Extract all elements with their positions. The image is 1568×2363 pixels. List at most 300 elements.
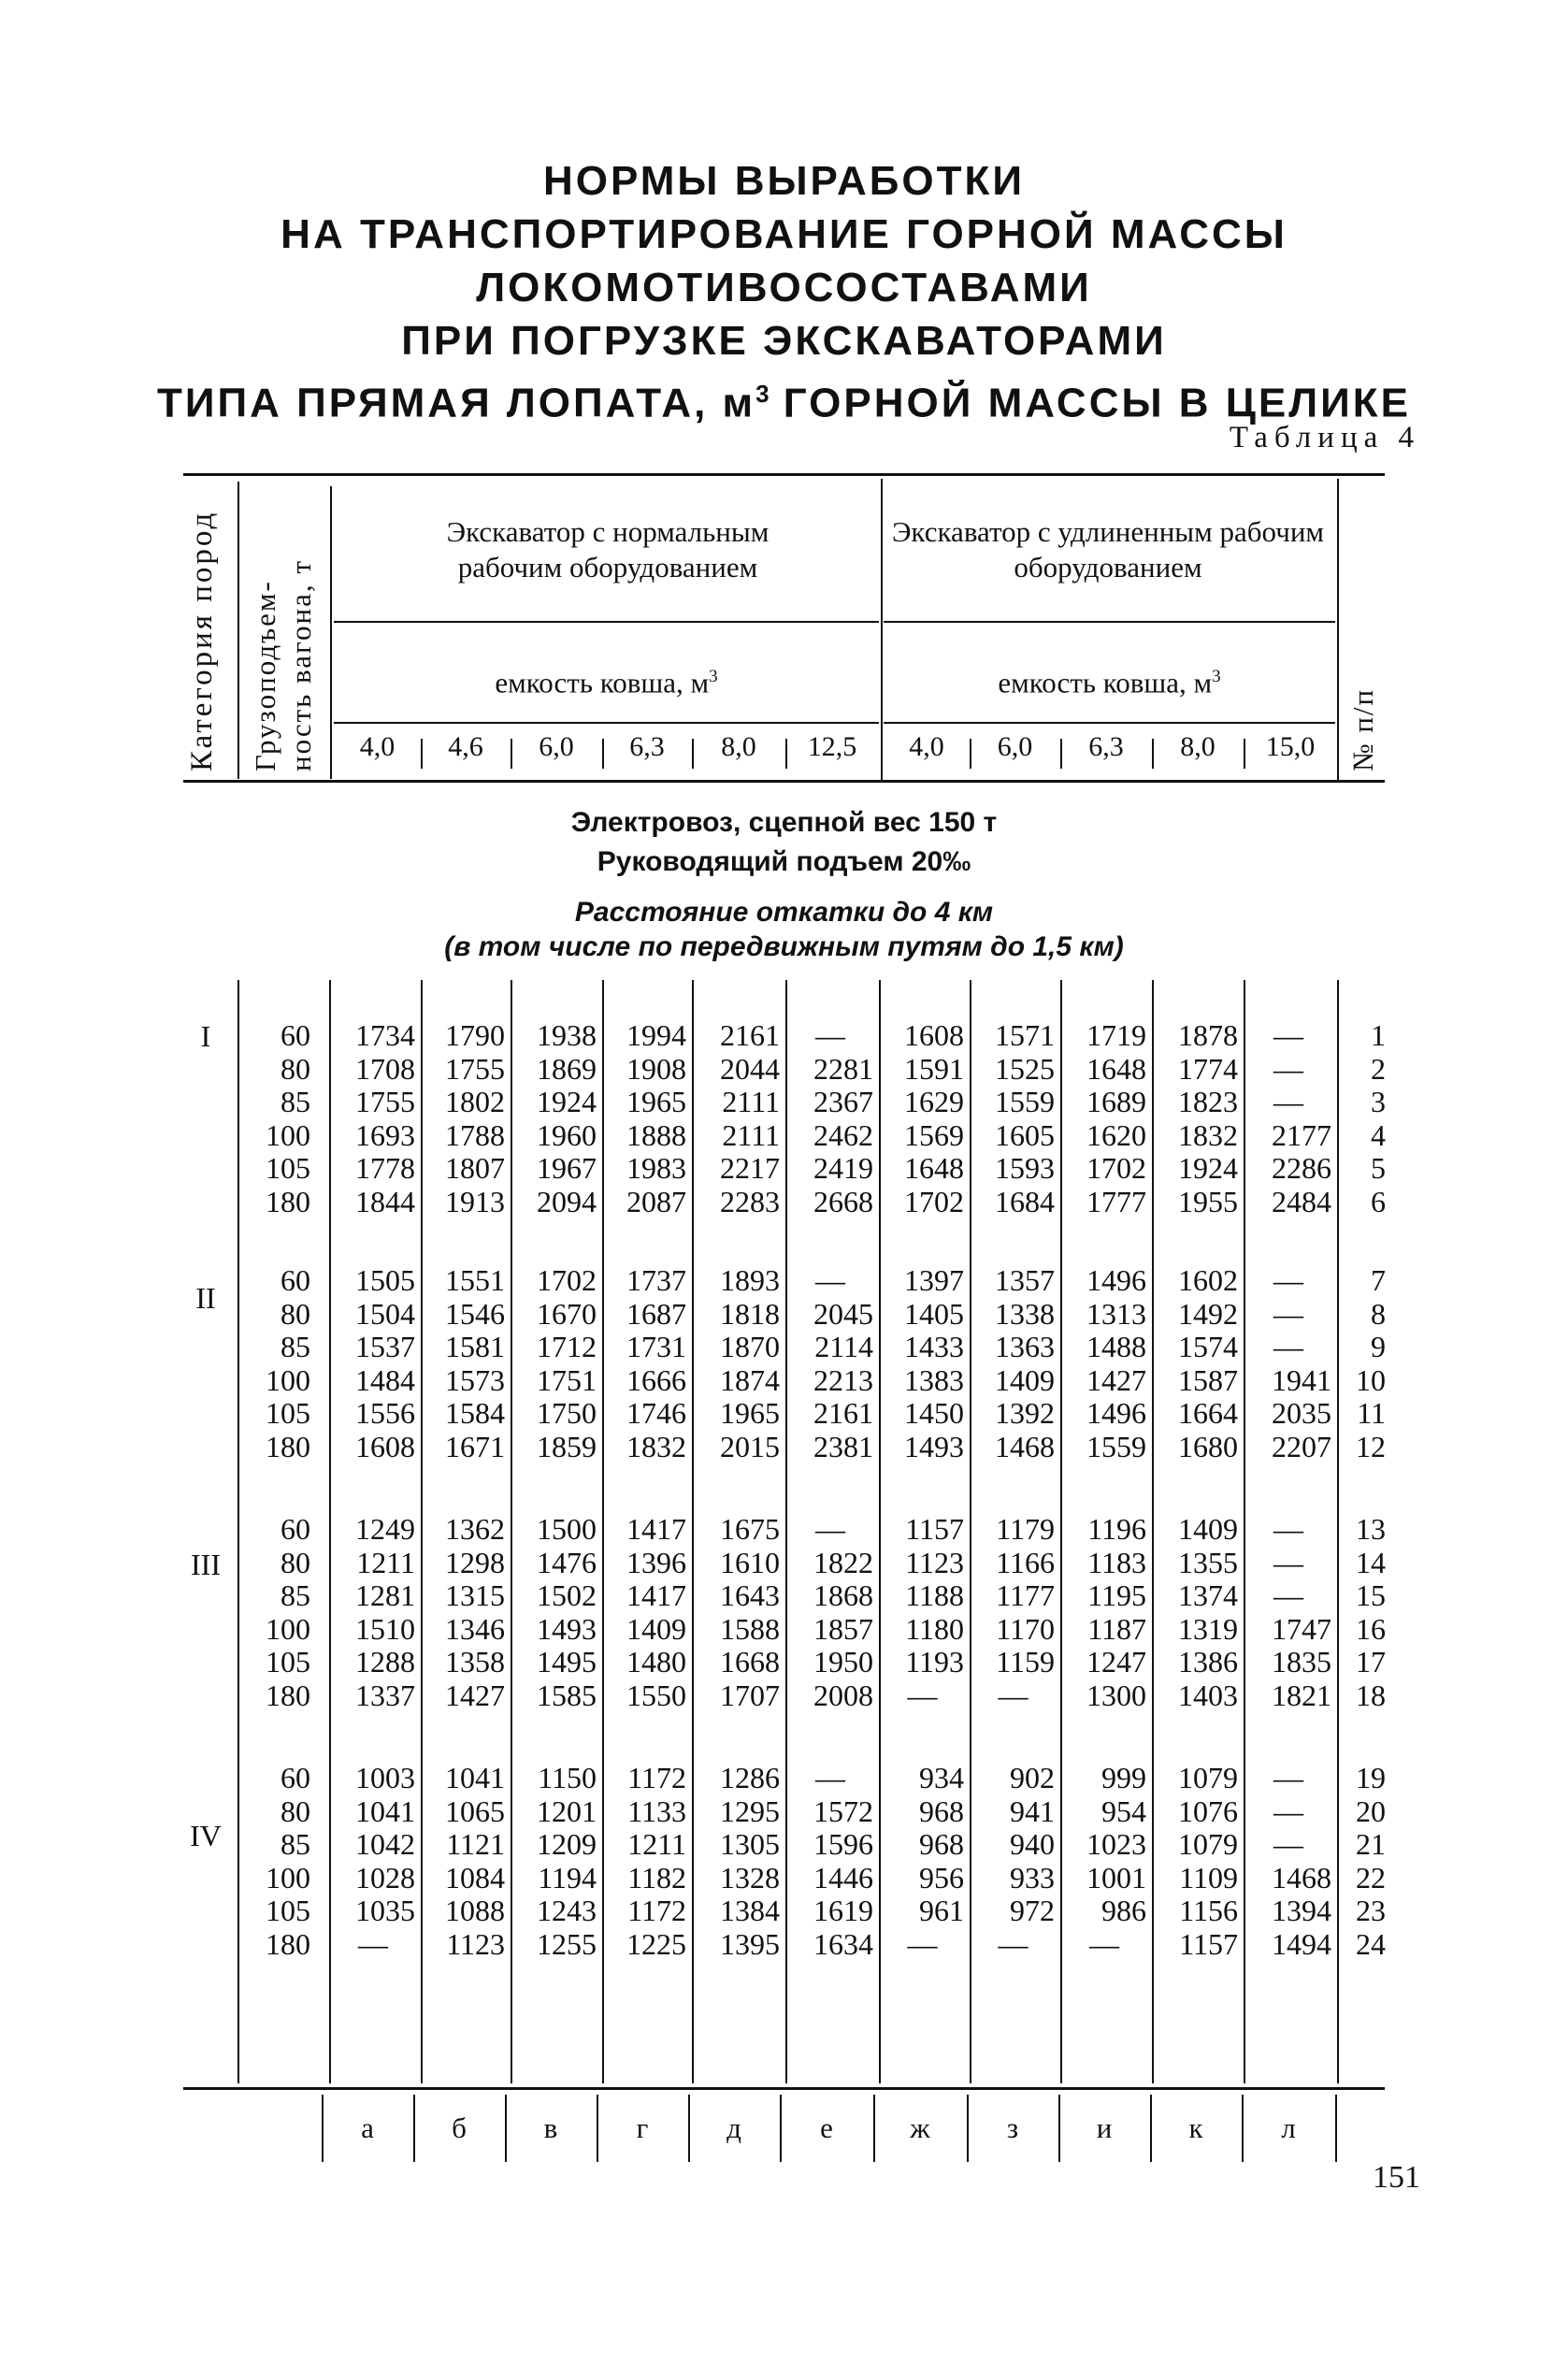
rock-category-label: III — [191, 1548, 221, 1581]
table-cell: 1358 — [445, 1645, 505, 1679]
table-cell: 1870 — [720, 1330, 780, 1363]
table-cell: 2381 — [813, 1429, 873, 1463]
table-cell: 1362 — [445, 1512, 505, 1546]
table-cell: 1156 — [1179, 1894, 1238, 1927]
table-cell: 1569 — [904, 1117, 964, 1152]
table-cell: 1878 — [1178, 1018, 1238, 1052]
table-cell: — — [358, 1926, 388, 1961]
value-column-и — [1062, 1264, 1146, 1463]
table-cell: 1844 — [355, 1184, 415, 1218]
column-letter: е — [820, 2111, 833, 2144]
table-cell: 986 — [1101, 1894, 1146, 1927]
table-cell: 1084 — [445, 1860, 505, 1895]
row-number-cell: 7 — [1371, 1263, 1386, 1297]
table-cell: 1484 — [355, 1362, 415, 1397]
table-cell: 1187 — [1087, 1611, 1146, 1646]
table-cell: 1209 — [537, 1827, 597, 1861]
table-cell: 1386 — [1178, 1645, 1238, 1679]
table-cell: 1468 — [995, 1429, 1055, 1463]
table-cell: 2044 — [720, 1051, 780, 1086]
value-column-г — [604, 1762, 686, 1961]
table-cell: 1488 — [1086, 1330, 1146, 1363]
header-cap-rule-normal — [334, 722, 879, 724]
table-cell: 1924 — [537, 1085, 597, 1118]
table-cell: 1648 — [1086, 1051, 1146, 1086]
header-top-rule — [183, 473, 1385, 476]
wagon-capacity-cell: 100 — [266, 1611, 310, 1646]
value-column-л — [1245, 1513, 1331, 1712]
value-column-а — [331, 1264, 415, 1463]
wagon-capacity-cell: 180 — [266, 1429, 310, 1463]
wagon-capacity-cell: 60 — [281, 1263, 310, 1297]
row-number-cell: 23 — [1356, 1894, 1386, 1927]
table-cell: 1537 — [355, 1330, 415, 1363]
table-cell: 1476 — [537, 1545, 597, 1579]
table-cell: 1355 — [1178, 1545, 1238, 1579]
table-cell: 2087 — [626, 1184, 686, 1218]
value-column-е — [787, 1762, 873, 1961]
table-cell: 1643 — [720, 1578, 780, 1612]
value-column-а — [331, 1762, 415, 1961]
table-cell: — — [1273, 1512, 1303, 1546]
table-cell: 2161 — [813, 1396, 873, 1430]
table-cell: 1493 — [537, 1611, 597, 1646]
row-number-cell: 3 — [1371, 1085, 1386, 1118]
capacity-header-line2: ность вагона, т — [284, 559, 317, 771]
table-cell: 1546 — [445, 1296, 505, 1331]
table-label: Таблица 4 — [1229, 421, 1420, 454]
table-cell: 1629 — [904, 1085, 964, 1118]
wagon-capacity-cell: 80 — [281, 1051, 310, 1086]
table-cell: — — [815, 1512, 845, 1546]
table-cell: 2419 — [813, 1151, 873, 1185]
wagon-capacity-cell: 60 — [281, 1512, 310, 1546]
table-cell: 1041 — [445, 1761, 505, 1794]
table-cell: 1510 — [355, 1611, 415, 1646]
table-cell: 1620 — [1086, 1117, 1146, 1152]
table-bottom-rule — [183, 2087, 1385, 2090]
table-cell: 1693 — [355, 1117, 415, 1152]
table-cell: 1123 — [905, 1545, 964, 1579]
table-cell: 1719 — [1086, 1018, 1146, 1052]
table-cell: — — [1273, 1761, 1303, 1794]
table-cell: 1857 — [813, 1611, 873, 1646]
wagon-capacity-cell: 80 — [281, 1296, 310, 1331]
table-cell: 1243 — [537, 1894, 597, 1927]
bucket-capacity-header-normal: емкость ковша, $м^3$ — [495, 666, 718, 699]
value-column-з — [971, 1019, 1055, 1218]
wagon-capacity-cell: 105 — [266, 1645, 310, 1679]
table-cell: 2213 — [813, 1362, 873, 1397]
table-cell: 1708 — [355, 1051, 415, 1086]
table-cell: 1166 — [996, 1545, 1055, 1579]
table-cell: 1668 — [720, 1645, 780, 1679]
column-letter: з — [1006, 2111, 1019, 2144]
title-line-2: НА ТРАНСПОРТИРОВАНИЕ ГОРНОЙ МАССЫ — [281, 211, 1287, 257]
table-cell: 1777 — [1086, 1184, 1146, 1218]
row-number-cell: 10 — [1356, 1362, 1386, 1397]
table-cell: 1468 — [1272, 1860, 1331, 1895]
row-number-cell: 12 — [1356, 1429, 1386, 1463]
wagon-capacity-cell: 105 — [266, 1396, 310, 1430]
wagon-capacity-column — [241, 1513, 310, 1712]
wagon-capacity-cell: 100 — [266, 1860, 310, 1895]
value-column-и — [1062, 1513, 1146, 1712]
table-cell: 1409 — [995, 1362, 1055, 1397]
value-column-з — [971, 1264, 1055, 1463]
table-cell: — — [1273, 1085, 1303, 1118]
table-cell: 1585 — [537, 1678, 597, 1712]
row-number-cell: 2 — [1371, 1051, 1386, 1086]
table-cell: 2035 — [1272, 1396, 1331, 1430]
table-cell: 1702 — [537, 1263, 597, 1297]
table-cell: 1180 — [905, 1611, 964, 1646]
table-cell: 1179 — [996, 1512, 1055, 1546]
table-cell: 1305 — [720, 1827, 780, 1861]
table-cell: 1591 — [904, 1051, 964, 1086]
table-cell: 1446 — [813, 1860, 873, 1895]
table-cell: 1687 — [626, 1296, 686, 1331]
table-cell: 1689 — [1086, 1085, 1146, 1118]
subtitle-grade: Руководящий подъем 20‰ — [597, 846, 971, 877]
table-cell: 1405 — [904, 1296, 964, 1331]
table-cell: 1584 — [445, 1396, 505, 1430]
bucket-capacity-extended: 4,0 — [909, 731, 944, 762]
wagon-capacity-cell: 85 — [281, 1827, 310, 1861]
table-cell: 2161 — [720, 1018, 780, 1052]
table-cell: 1941 — [1272, 1362, 1331, 1397]
table-cell: 968 — [919, 1827, 964, 1861]
table-cell: 2283 — [720, 1184, 780, 1218]
table-cell: 1965 — [720, 1396, 780, 1430]
table-cell: 1157 — [905, 1512, 964, 1546]
value-column-и — [1062, 1762, 1146, 1961]
table-cell: 1525 — [995, 1051, 1055, 1086]
value-column-б — [423, 1019, 505, 1218]
table-cell: 2367 — [813, 1085, 873, 1118]
table-cell: 1480 — [626, 1645, 686, 1679]
value-column-л — [1245, 1762, 1331, 1961]
table-cell: 1737 — [626, 1263, 686, 1297]
capacity-divider — [602, 739, 604, 769]
table-cell: 1417 — [626, 1578, 686, 1612]
title-line-4: ПРИ ПОГРУЗКЕ ЭКСКАВАТОРАМИ — [401, 318, 1167, 364]
table-cell: 1571 — [995, 1018, 1055, 1052]
header-cap-rule-extended — [884, 722, 1335, 724]
table-cell: 1802 — [445, 1085, 505, 1118]
value-column-з — [971, 1762, 1055, 1961]
table-cell: 1602 — [1178, 1263, 1238, 1297]
table-cell: 1281 — [355, 1578, 415, 1612]
value-column-ж — [881, 1513, 964, 1712]
value-column-б — [423, 1513, 505, 1712]
header-mid-rule-normal — [334, 621, 879, 623]
table-cell: 1750 — [537, 1396, 597, 1430]
table-cell: 1807 — [445, 1151, 505, 1185]
table-cell: 2111 — [722, 1085, 780, 1118]
table-cell: 1559 — [1086, 1429, 1146, 1463]
capacity-divider — [1244, 739, 1245, 769]
value-column-г — [604, 1264, 686, 1463]
table-cell: 1994 — [626, 1018, 686, 1052]
table-cell: 1397 — [904, 1263, 964, 1297]
table-cell: 1182 — [627, 1860, 686, 1895]
table-cell: 2008 — [813, 1678, 873, 1712]
row-number-column — [1339, 1762, 1386, 1961]
table-cell: 1313 — [1086, 1296, 1146, 1331]
column-letter: в — [543, 2111, 558, 2144]
capacity-divider — [1060, 739, 1062, 769]
table-cell: 1247 — [1086, 1645, 1146, 1679]
column-letter: д — [726, 2111, 741, 2144]
table-cell: 1774 — [1178, 1051, 1238, 1086]
table-cell: 1183 — [1087, 1545, 1146, 1579]
table-cell: 1195 — [1087, 1578, 1146, 1612]
table-cell: 1076 — [1178, 1794, 1238, 1828]
table-cell: 1035 — [355, 1894, 415, 1927]
table-cell: 1960 — [537, 1117, 597, 1152]
table-cell: 1065 — [445, 1794, 505, 1828]
table-cell: 1648 — [904, 1151, 964, 1185]
table-cell: — — [1273, 1051, 1303, 1086]
bucket-capacity-normal: 12,5 — [807, 731, 857, 762]
table-cell: 1337 — [355, 1678, 415, 1712]
bucket-capacity-normal: 6,0 — [539, 731, 574, 762]
table-cell: 1079 — [1178, 1827, 1238, 1861]
row-number-column — [1339, 1264, 1386, 1463]
value-column-и — [1062, 1019, 1146, 1218]
table-cell: 1588 — [720, 1611, 780, 1646]
table-cell: 1502 — [537, 1578, 597, 1612]
row-number-cell: 18 — [1356, 1678, 1386, 1712]
table-cell: 933 — [1010, 1860, 1055, 1895]
table-cell: 1908 — [626, 1051, 686, 1086]
wagon-capacity-column — [241, 1264, 310, 1463]
row-number-cell: 22 — [1356, 1860, 1386, 1895]
table-cell: 1755 — [355, 1085, 415, 1118]
table-cell: 1664 — [1178, 1396, 1238, 1430]
table-cell: 1338 — [995, 1296, 1055, 1331]
row-number-column — [1339, 1019, 1386, 1218]
wagon-capacity-column — [241, 1762, 310, 1961]
table-cell: 1778 — [355, 1151, 415, 1185]
table-cell: 1670 — [537, 1296, 597, 1331]
table-cell: 1172 — [627, 1761, 686, 1794]
table-cell: 940 — [1010, 1827, 1055, 1861]
table-cell: 1157 — [1179, 1926, 1238, 1961]
table-cell: 1286 — [720, 1761, 780, 1794]
table-cell: 1346 — [445, 1611, 505, 1646]
table-cell: 1924 — [1178, 1151, 1238, 1185]
table-cell: — — [907, 1678, 938, 1712]
table-cell: 1680 — [1178, 1429, 1238, 1463]
table-cell: — — [1273, 1018, 1303, 1052]
wagon-capacity-cell: 60 — [281, 1018, 310, 1052]
table-cell: 1731 — [626, 1330, 686, 1363]
table-cell: 1494 — [1272, 1926, 1331, 1961]
table-cell: 2484 — [1272, 1184, 1331, 1218]
table-cell: — — [1089, 1926, 1119, 1961]
wagon-capacity-cell: 85 — [281, 1085, 310, 1118]
row-number-cell: 19 — [1356, 1761, 1386, 1794]
table-cell: 954 — [1101, 1794, 1146, 1828]
table-cell: 1950 — [813, 1645, 873, 1679]
value-column-а — [331, 1513, 415, 1712]
table-cell: 1983 — [626, 1151, 686, 1185]
table-cell: 1790 — [445, 1018, 505, 1052]
row-number-header: № п/п — [1346, 687, 1379, 771]
table-cell: 2462 — [813, 1117, 873, 1152]
table-cell: 1822 — [813, 1545, 873, 1579]
header-divider — [237, 482, 239, 779]
table-cell: 1505 — [355, 1263, 415, 1297]
table-cell: 1755 — [445, 1051, 505, 1086]
bucket-capacity-header-extended: емкость ковша, $м^3$ — [998, 666, 1221, 699]
table-cell: 1556 — [355, 1396, 415, 1430]
table-cell: 1608 — [904, 1018, 964, 1052]
table-cell: 1788 — [445, 1117, 505, 1152]
row-number-cell: 24 — [1356, 1926, 1386, 1961]
table-cell: 2111 — [722, 1117, 780, 1152]
table-cell: 1869 — [537, 1051, 597, 1086]
table-cell: 1188 — [905, 1578, 964, 1612]
table-cell: 1832 — [1178, 1117, 1238, 1152]
value-column-а — [331, 1019, 415, 1218]
capacity-divider — [1152, 739, 1154, 769]
column-letter: а — [361, 2111, 374, 2144]
value-column-д — [694, 1019, 780, 1218]
table-cell: 1170 — [996, 1611, 1055, 1646]
table-cell: 1328 — [720, 1860, 780, 1895]
table-cell: — — [815, 1263, 845, 1297]
table-cell: 1028 — [355, 1860, 415, 1895]
capacity-divider — [970, 739, 971, 769]
value-column-к — [1154, 1513, 1238, 1712]
table-cell: 1868 — [813, 1578, 873, 1612]
header-divider — [330, 486, 332, 779]
table-cell: 1088 — [445, 1894, 505, 1927]
table-cell: 1751 — [537, 1362, 597, 1397]
title-line-3: ЛОКОМОТИВОСОСТАВАМИ — [476, 265, 1092, 310]
table-cell: 1211 — [356, 1545, 415, 1579]
table-cell: 1504 — [355, 1296, 415, 1331]
table-cell: 1610 — [720, 1545, 780, 1579]
table-cell: 1496 — [1086, 1263, 1146, 1297]
value-column-з — [971, 1513, 1055, 1712]
table-cell: 1605 — [995, 1117, 1055, 1152]
table-cell: 1433 — [904, 1330, 964, 1363]
table-cell: 2281 — [813, 1051, 873, 1086]
value-column-в — [512, 1019, 597, 1218]
value-column-ж — [881, 1264, 964, 1463]
value-column-б — [423, 1264, 505, 1463]
subtitle-distance: Расстояние откатки до 4 км — [574, 897, 994, 928]
column-letter: к — [1188, 2111, 1203, 2144]
table-cell: 1298 — [445, 1545, 505, 1579]
table-cell: — — [1273, 1296, 1303, 1331]
value-column-в — [512, 1264, 597, 1463]
table-cell: 1746 — [626, 1396, 686, 1430]
value-column-г — [604, 1019, 686, 1218]
value-column-ж — [881, 1762, 964, 1961]
title-line-1: НОРМЫ ВЫРАБОТКИ — [542, 158, 1026, 204]
table-cell: 1319 — [1178, 1611, 1238, 1646]
category-header: Категория пород — [185, 510, 219, 771]
row-number-cell: 1 — [1371, 1018, 1386, 1052]
table-cell: 1196 — [1087, 1512, 1146, 1546]
table-cell: 1559 — [995, 1085, 1055, 1118]
table-cell: 2668 — [813, 1184, 873, 1218]
table-cell: 1666 — [626, 1362, 686, 1397]
table-cell: 1003 — [355, 1761, 415, 1794]
row-number-column — [1339, 1513, 1386, 1712]
wagon-capacity-cell: 180 — [266, 1678, 310, 1712]
wagon-capacity-cell: 80 — [281, 1545, 310, 1579]
column-letter: и — [1096, 2111, 1113, 2144]
page-number: 151 — [1373, 2160, 1420, 2195]
table-cell: 2286 — [1272, 1151, 1331, 1185]
table-cell: — — [998, 1678, 1029, 1712]
row-number-cell: 17 — [1356, 1645, 1386, 1679]
column-divider — [237, 980, 239, 2083]
wagon-capacity-cell: 80 — [281, 1794, 310, 1828]
table-cell: 1417 — [626, 1512, 686, 1546]
subtitle-locomotive: Электровоз, сцепной вес 150 т — [570, 807, 998, 838]
table-cell: 1495 — [537, 1645, 597, 1679]
value-column-к — [1154, 1762, 1238, 1961]
wagon-capacity-cell: 100 — [266, 1117, 310, 1152]
table-cell: 1159 — [996, 1645, 1055, 1679]
table-cell: — — [1273, 1545, 1303, 1579]
table-cell: 1712 — [537, 1330, 597, 1363]
table-cell: — — [907, 1926, 938, 1961]
bucket-capacity-extended: 15,0 — [1265, 731, 1316, 762]
column-letter: г — [636, 2111, 649, 2144]
row-number-cell: 13 — [1356, 1512, 1386, 1546]
table-cell: 1500 — [537, 1512, 597, 1546]
wagon-capacity-cell: 60 — [281, 1761, 310, 1794]
capacity-divider — [785, 739, 787, 769]
value-column-в — [512, 1513, 597, 1712]
table-cell: 1383 — [904, 1362, 964, 1397]
row-number-cell: 9 — [1371, 1330, 1386, 1363]
bucket-capacity-normal: 4,6 — [448, 731, 483, 762]
value-column-ж — [881, 1019, 964, 1218]
table-cell: 1608 — [355, 1429, 415, 1463]
value-column-л — [1245, 1264, 1331, 1463]
bucket-capacity-normal: 4,0 — [359, 731, 396, 762]
table-cell: 1619 — [813, 1894, 873, 1927]
value-column-е — [787, 1019, 873, 1218]
capacity-divider — [692, 739, 694, 769]
table-cell: 1684 — [995, 1184, 1055, 1218]
value-column-е — [787, 1264, 873, 1463]
table-cell: 2045 — [813, 1296, 873, 1331]
table-cell: 1832 — [626, 1429, 686, 1463]
header-divider — [881, 479, 883, 780]
table-cell: 1150 — [538, 1761, 597, 1794]
row-number-cell: 16 — [1356, 1611, 1386, 1646]
table-cell: 1859 — [537, 1429, 597, 1463]
row-number-cell: 14 — [1356, 1545, 1386, 1579]
table-cell: 1574 — [1178, 1330, 1238, 1363]
table-cell: — — [1273, 1578, 1303, 1612]
value-column-б — [423, 1762, 505, 1961]
table-cell: 1211 — [627, 1827, 686, 1861]
table-cell: 941 — [1010, 1794, 1055, 1828]
table-cell: — — [1273, 1330, 1303, 1363]
table-cell: 1965 — [626, 1085, 686, 1118]
